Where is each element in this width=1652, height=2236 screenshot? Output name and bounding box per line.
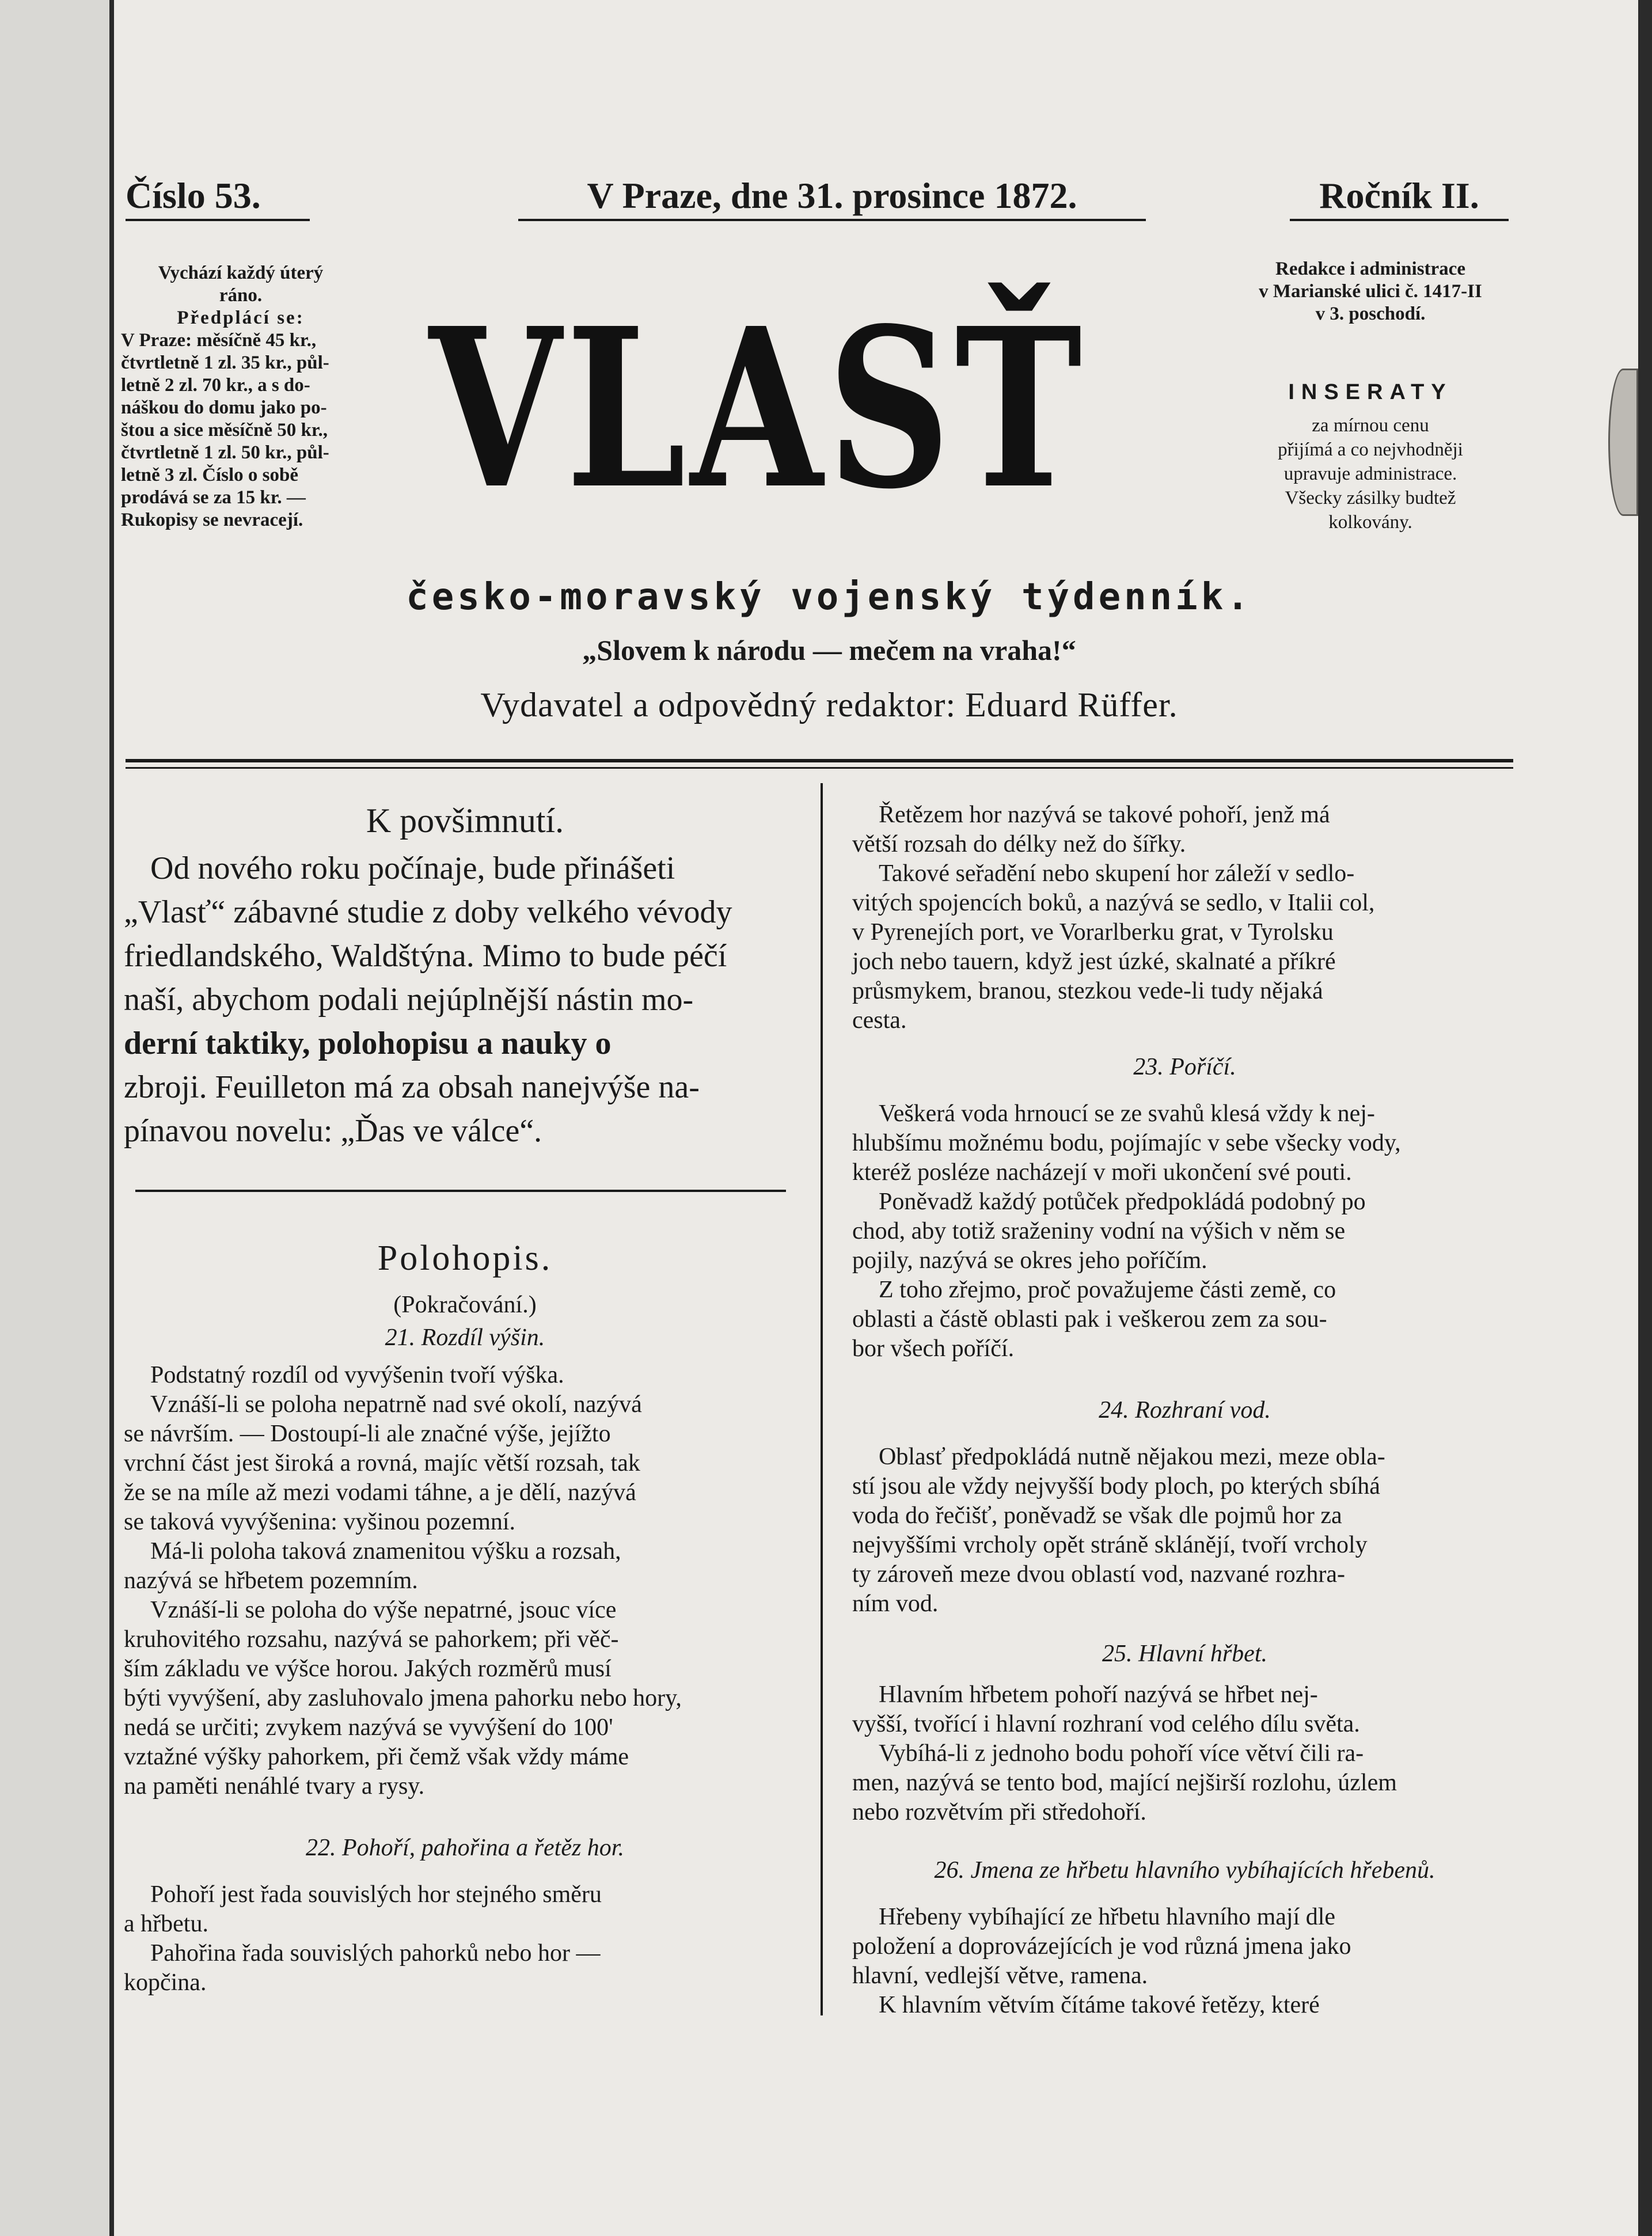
text-line: pojily, nazývá se okres jeho poříčím.	[852, 1247, 1207, 1274]
text-line: Z toho zřejmo, proč považujeme části země, co	[879, 1277, 1336, 1303]
text-line: Hlavním hřbetem pohoří nazývá se hřbet nej-	[879, 1681, 1318, 1708]
section-21-text	[124, 1361, 806, 1801]
text-line: kteréž posléze nacházejí v moři ukončení své pouti.	[852, 1159, 1352, 1186]
subscribe-title: Předplácí se:	[177, 308, 305, 328]
editorial-office: Redakce i administrace	[1275, 259, 1465, 279]
binding-hole	[1608, 369, 1638, 516]
price-line: letně 2 zl. 70 kr., a s do-	[121, 375, 310, 396]
text-line: a hřbetu.	[124, 1911, 208, 1937]
continued-note: (Pokračování.)	[393, 1292, 537, 1318]
text-line: vyšší, tvořící i hlavní rozhraní vod celého dílu světa.	[852, 1711, 1360, 1737]
text-line: Vznáší-li se poloha nepatrně nad své okolí, nazývá	[150, 1391, 642, 1418]
price-line: čtvrtletně 1 zl. 50 kr., půl-	[121, 442, 329, 463]
ridges-intro	[852, 800, 1517, 1035]
column-divider	[821, 783, 823, 2015]
text-line: bor všech poříčí.	[852, 1335, 1015, 1362]
notice-text	[124, 846, 806, 1153]
text-line: Vybíhá-li z jednoho bodu pohoří více větví čili ra-	[879, 1740, 1364, 1767]
notice-line: friedlandského, Waldštýna. Mimo to bude péčí	[124, 938, 727, 974]
text-line: se taková vyvýšenina: vyšinou pozemní.	[124, 1509, 516, 1535]
right-column	[852, 800, 1517, 2020]
text-line: býti vyvýšení, aby zasluhovalo jmena pahorku nebo hory,	[124, 1685, 682, 1711]
price-line: čtvrtletně 1 zl. 35 kr., půl-	[121, 352, 329, 373]
text-line: voda do řečišť, poněvadž se však dle pojmů hor za	[852, 1502, 1342, 1529]
notice-rule	[135, 1190, 786, 1192]
text-line: oblasti a částě oblasti pak i veškerou zem za sou-	[852, 1306, 1327, 1333]
editor-line: Vydavatel a odpovědný redaktor: Eduard Rüffer.	[480, 686, 1178, 724]
text-line: Podstatný rozdíl od vyvýšenin tvoří výška.	[150, 1362, 564, 1388]
left-info-box	[126, 262, 356, 329]
text-line: Poněvadž každý potůček předpokládá podobný po	[879, 1189, 1366, 1215]
text-line: ším základu ve výšce horou. Jakých rozměrů musí	[124, 1656, 612, 1682]
section-24-text	[852, 1442, 1517, 1619]
text-line: se návrším. — Dostoupí-li ale značné výše, jejížto	[124, 1421, 611, 1447]
masthead-motto: „Slovem k národu — mečem na vraha!“	[582, 634, 1076, 666]
masthead-rule	[126, 759, 1513, 762]
text-line: Oblasť předpokládá nutně nějakou mezi, meze obla-	[879, 1444, 1385, 1470]
volume-number: Ročník II.	[1290, 173, 1509, 221]
text-line: joch nebo tauern, když jest úzké, skalnaté a příkré	[852, 948, 1336, 975]
text-line: Má-li poloha taková znamenitou výšku a rozsah,	[150, 1538, 621, 1565]
text-line: chod, aby totiž sraženiny vodní na výšich v něm se	[852, 1218, 1346, 1244]
price-line: prodává se za 15 kr. —	[121, 487, 306, 508]
section-26-title: 26. Jmena ze hřbetu hlavního vybíhajících hřebenů.	[934, 1857, 1435, 1884]
text-line: kopčina.	[124, 1969, 207, 1996]
text-line: vitých spojencích boků, a nazývá se sedlo, v Italii col,	[852, 890, 1375, 916]
scan-right-edge	[1638, 0, 1652, 2236]
masthead-rule-thin	[126, 767, 1513, 769]
section-23-title: 23. Poříčí.	[1133, 1054, 1236, 1080]
ads-line: za mírnou cenu	[1312, 415, 1429, 436]
section-23-text	[852, 1099, 1517, 1364]
price-line: štou a sice měsíčně 50 kr.,	[121, 420, 328, 441]
masthead-subtitle: česko-moravský vojenský týdenník.	[406, 576, 1252, 618]
section-26-text	[852, 1903, 1517, 2020]
publish-day: Vychází každý úterý	[158, 263, 324, 283]
price-line: V Praze: měsíčně 45 kr.,	[121, 330, 317, 351]
price-line: Rukopisy se nevracejí.	[121, 510, 303, 530]
ads-line: přijímá a co nejvhodněji	[1278, 439, 1463, 460]
section-22-text	[124, 1880, 806, 1998]
section-24-title: 24. Rozhraní vod.	[1099, 1397, 1271, 1423]
right-info-box	[1226, 258, 1514, 325]
notice-title: K povšimnutí.	[366, 802, 564, 840]
notice-line: pínavou novelu: „Ďas ve válce“.	[124, 1113, 542, 1149]
text-line: vrchní část jest široká a rovná, majíc větší rozsah, tak	[124, 1450, 640, 1476]
notice-line: naší, abychom podali nejúplnější nástin mo-	[124, 982, 694, 1018]
text-line: K hlavním větvím čítáme takové řetězy, které	[879, 1992, 1320, 2018]
text-line: hlubšímu možnému bodu, pojímajíc v sebe všecky vody,	[852, 1130, 1401, 1156]
left-column	[124, 795, 806, 1998]
notice-line: zbroji. Feuilleton má za obsah nanejvýše na-	[124, 1069, 700, 1105]
text-line: že se na míle až mezi vodami táhne, a je dělí, nazývá	[124, 1479, 636, 1506]
text-line: ním vod.	[852, 1590, 939, 1617]
ads-line: Všecky zásilky budtež	[1285, 488, 1456, 508]
section-25-text	[852, 1680, 1517, 1827]
text-line: ty zároveň meze dvou oblastí vod, nazvané rozhra-	[852, 1561, 1345, 1588]
text-line: stí jsou ale vždy nejvyšší body ploch, po kterých sbíhá	[852, 1473, 1380, 1499]
ads-line: kolkovány.	[1328, 512, 1412, 533]
section-25-title: 25. Hlavní hřbet.	[1102, 1641, 1267, 1667]
publish-time: ráno.	[219, 285, 263, 306]
text-line: větší rozsah do délky než do šířky.	[852, 831, 1186, 857]
text-line: cesta.	[852, 1007, 907, 1034]
text-line: Pohoří jest řada souvislých hor stejného směru	[150, 1881, 602, 1908]
text-line: na paměti nenáhlé tvary a rysy.	[124, 1773, 425, 1800]
notice-line: „Vlasť“ zábavné studie z doby velkého vévody	[124, 894, 732, 930]
section-22-title: 22. Pohoří, pahořina a řetěz hor.	[305, 1835, 624, 1861]
text-line: nebo rozvětvím při středohoří.	[852, 1799, 1146, 1825]
office-floor: v 3. poschodí.	[1315, 303, 1426, 324]
section-21-title: 21. Rozdíl výšin.	[385, 1324, 545, 1351]
text-line: hlavní, vedlejší větve, ramena.	[852, 1962, 1148, 1989]
ads-info	[1226, 413, 1514, 534]
issue-number: Číslo 53.	[126, 173, 310, 221]
text-line: kruhovitého rozsahu, nazývá se pahorkem; při věč-	[124, 1626, 619, 1653]
article-title: Polohopis.	[377, 1239, 553, 1278]
text-line: Pahořina řada souvislých pahorků nebo hor —	[150, 1940, 601, 1967]
text-line: nedá se určiti; zvykem nazývá se vyvýšení do 100'	[124, 1714, 613, 1741]
price-line: náškou do domu jako po-	[121, 397, 327, 418]
text-line: men, nazývá se tento bod, mající nejširší rozlohu, úzlem	[852, 1770, 1397, 1796]
text-line: Řetězem hor nazývá se takové pohoří, jenž má	[879, 802, 1330, 828]
text-line: Takové seřadění nebo skupení hor záleží v sedlo-	[879, 860, 1355, 887]
price-line: letně 3 zl. Číslo o sobě	[121, 465, 298, 485]
office-address: v Marianské ulici č. 1417-II	[1259, 281, 1482, 302]
masthead-title: VLASŤ	[429, 280, 1087, 537]
text-line: nejvyššími vrcholy opět stráně sklánějí, tvoří vrcholy	[852, 1532, 1368, 1558]
text-line: nazývá se hřbetem pozemním.	[124, 1567, 418, 1594]
text-line: v Pyrenejích port, ve Vorarlberku grat, v Tyrolsku	[852, 919, 1334, 946]
text-line: Hřebeny vybíhající ze hřbetu hlavního mají dle	[879, 1904, 1336, 1930]
text-line: položení a doprovázejících je vod různá jmena jako	[852, 1933, 1351, 1960]
subscription-prices	[121, 329, 386, 532]
text-line: vztažné výšky pahorkem, při čemž však vždy máme	[124, 1744, 629, 1770]
ads-title: INSERATY	[1288, 380, 1453, 404]
text-line: Veškerá voda hrnoucí se ze svahů klesá vždy k nej-	[879, 1100, 1375, 1127]
notice-line: Od nového roku počínaje, bude přinášeti	[150, 851, 675, 886]
scan-margin-strip	[0, 0, 114, 2236]
text-line: průsmykem, branou, stezkou vede-li tudy nějaká	[852, 978, 1323, 1004]
ads-line: upravuje administrace.	[1283, 464, 1457, 484]
place-date: V Praze, dne 31. prosince 1872.	[518, 173, 1146, 221]
notice-line: derní taktiky, polohopisu a nauky o	[124, 1026, 612, 1061]
text-line: Vznáší-li se poloha do výše nepatrné, jsouc více	[150, 1597, 617, 1623]
